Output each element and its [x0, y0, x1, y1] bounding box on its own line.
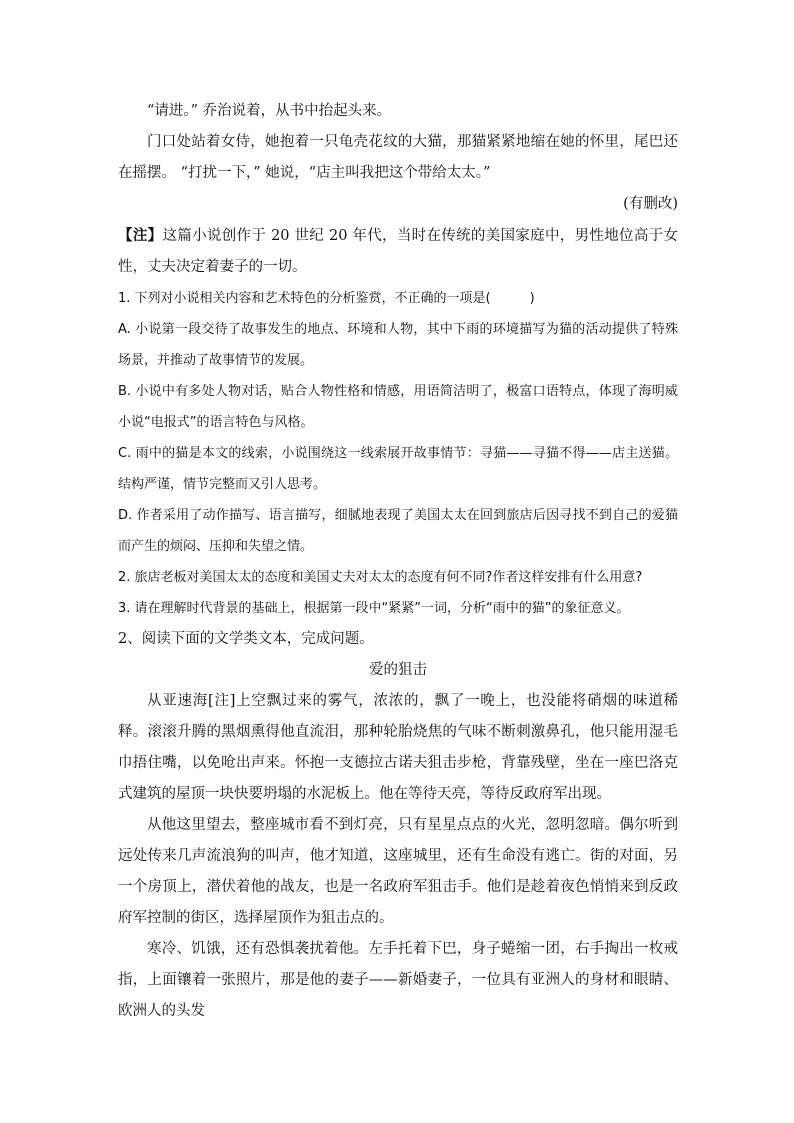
option-d: D. 作者采用了动作描写、语言描写，细腻地表现了美国太太在回到旅店后因寻找不到自己的爱猫而产生的烦闷、压抑和失望之情。	[118, 508, 678, 554]
option-c: C. 雨中的猫是本文的线索，小说围绕这一线索展开故事情节：寻猫——寻猫不得——店主送猫。结构严谨，情节完整而又引人思考。	[118, 446, 678, 492]
option-b: B. 小说中有多处人物对话，贴合人物性格和情感，用语简洁明了，极富口语特点，体现了海明威小说“电报式”的语言特色与风格。	[118, 384, 678, 430]
story-paragraph: 寒冷、饥饿，还有恐惧袭扰着他。左手托着下巴，身子蜷缩一团，右手掏出一枚戒指，上面镶着一张照片，那是他的妻子——新婚妻子，一位具有亚洲人的身材和眼睛、欧洲人的头发	[118, 941, 678, 1019]
story-paragraph: 从亚速海[注]上空飘过来的雾气，浓浓的，飘了一晚上，也没能将硝烟的味道稀释。滚滚升腾的黑烟熏得他直流泪，那种轮胎烧焦的气味不断刺激鼻孔，他只能用湿毛巾捂住嘴，以免呛出声来。怀抱一支德拉古诺夫狙击步枪，背靠残壁，坐在一座巴洛克式建筑的屋顶一块快要坍塌的水泥板上。他在等待天亮，等待反政府军出现。	[118, 693, 678, 802]
section-heading: 2、阅读下面的文学类文本，完成问题。	[118, 631, 374, 647]
annotation-text: 这篇小说创作于 20 世纪 20 年代，当时在传统的美国家庭中，男性地位高于女性，丈夫决定着妻子的一切。	[118, 228, 678, 275]
source-note: (有删改)	[623, 196, 678, 212]
annotation	[118, 220, 678, 283]
document-page	[118, 96, 678, 1027]
story-paragraph: 门口处站着女侍，她抱着一只龟壳花纹的大猫，那猫紧紧地缩在她的怀里，尾巴还在摇摆。 “打扰一下，” 她说，“店主叫我把这个带给太太。”	[118, 134, 678, 181]
annotation-mark: 【注】	[118, 227, 163, 244]
question-1: 1. 下列对小说相关内容和艺术特色的分析鉴赏，不正确的一项是( )	[118, 291, 535, 306]
story-paragraph: 从他这里望去，整座城市看不到灯亮，只有星星点点的火光，忽明忽暗。偶尔听到远处传来几声流浪狗的叫声，他才知道，这座城里，还有生命没有逃亡。街的对面，另一个房顶上，潜伏着他的战友，也是一名政府军狙击手。他们是趁着夜色悄悄来到反政府军控制的街区，选择屋顶作为狙击点的。	[118, 817, 678, 926]
option-a: A. 小说第一段交待了故事发生的地点、环境和人物，其中下雨的环境描写为猫的活动提供了特殊场景，并推动了故事情节的发展。	[118, 322, 678, 368]
story-title: 爱的狙击	[369, 662, 427, 678]
question-2: 2. 旅店老板对美国太太的态度和美国丈夫对太太的态度有何不同?作者这样安排有什么用意?	[118, 570, 643, 585]
question-3: 3. 请在理解时代背景的基础上，根据第一段中“紧紧”一词，分析“雨中的猫”的象征意义。	[118, 601, 630, 616]
story-paragraph: “请进。” 乔治说着，从书中抬起头来。	[147, 103, 392, 119]
